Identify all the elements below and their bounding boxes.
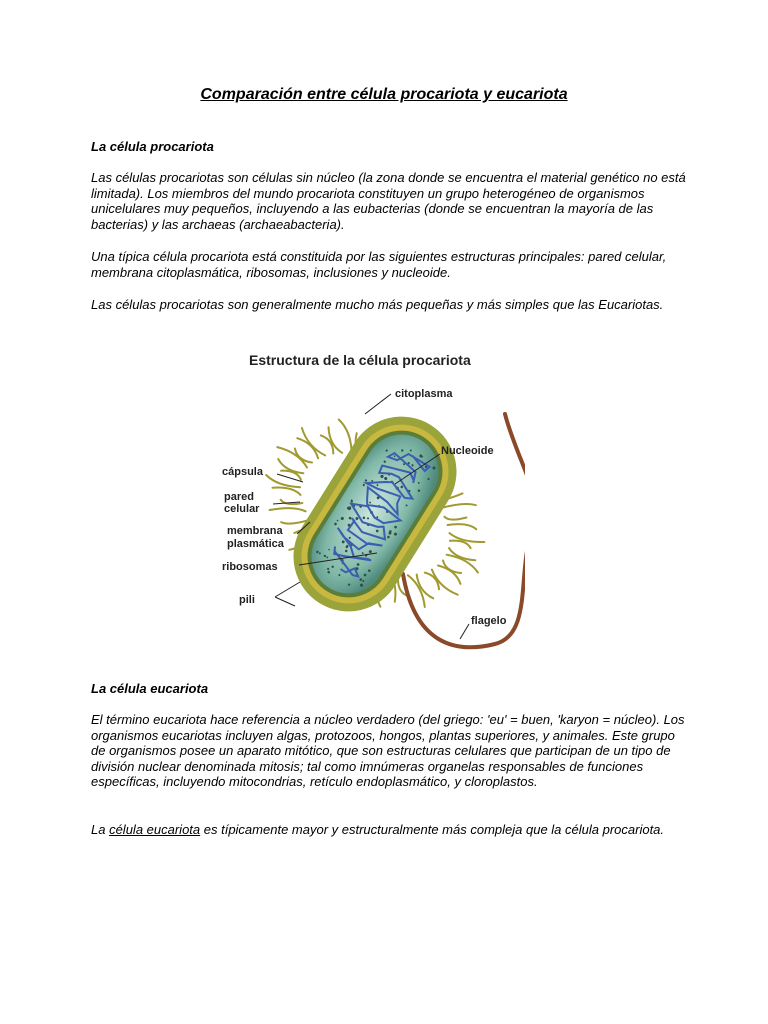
section-heading-eukaryote: La célula eucariota: [91, 681, 209, 696]
prokaryote-cell-diagram: [215, 344, 525, 658]
pilus-strand: [339, 420, 352, 454]
paragraph-prokaryote-structures: Una típica célula procariota está constituida por las siguientes estructuras principales: pared celular, membrana citoplasmática, ribosomas, inclusiones y nucleoide.: [91, 249, 667, 280]
label-pared-line2: celular: [224, 503, 260, 515]
label-nucleoide: Nucleoide: [441, 445, 494, 457]
pilus-strand: [425, 573, 439, 590]
label-capsula: cápsula: [222, 466, 263, 478]
paragraph-eukaryote-definition: El término eucariota hace referencia a núcleo verdadero (del griego: 'eu' = buen, 'karyon = núcleo). Los organismos eucariotas incluyen algas, protozoos, hongos, plantas superiores, y animales. Este grupo de organismos posee un aparato mitótico, que son estructuras celulares que participan de un tipo de división nuclear denominada mitosis; tal como imnúmeras organelas responsables de funciones específicas, incluyendo mitocondrias, retículo endoplasmático, y cloroplastos.: [91, 712, 685, 789]
pilus-strand: [329, 427, 343, 453]
pilus-strand: [273, 488, 301, 495]
pilus-strand: [270, 508, 306, 511]
link-celula-eucariota[interactable]: célula eucariota: [109, 822, 201, 837]
paragraph-prokaryote-size: Las células procariotas son generalmente mucho más pequeñas y más simples que las Eucariotas.: [91, 297, 664, 312]
paragraph-eukaryote-suffix: es típicamente mayor y estructuralmente más compleja que la célula procariota.: [200, 822, 665, 837]
pilus-strand: [266, 475, 300, 487]
label-membrana-line1: membrana: [227, 525, 283, 537]
paragraph-eukaryote-size: [91, 822, 691, 838]
pilus-strand: [444, 517, 466, 520]
pilus-strand: [295, 449, 312, 463]
section-heading-prokaryote: La célula procariota: [91, 139, 214, 154]
paragraph-eukaryote-prefix: La: [91, 822, 110, 837]
figure-title: Estructura de la célula procariota: [249, 352, 471, 368]
label-flagelo: flagelo: [471, 615, 507, 627]
label-pared-line1: pared: [224, 491, 254, 503]
paragraph-prokaryote-definition: Las células procariotas son células sin núcleo (la zona donde se encuentra el material genético no está limitada). Los miembros del mundo procariota constituyen un grupo heterogéneo de organismos unicelulares muy pequeños, incluyendo a las eubacterias (donde se encuentran la mayoría de las bacterias) y las archaeas (archaeabacteria).: [91, 170, 686, 232]
document-title: Comparación entre célula procariota y eucariota: [200, 86, 568, 103]
label-pili: pili: [239, 594, 255, 606]
label-citoplasma: citoplasma: [395, 388, 453, 400]
label-membrana-line2: plasmática: [227, 538, 284, 550]
label-ribosomas: ribosomas: [222, 561, 278, 573]
pilus-strand: [448, 524, 477, 529]
